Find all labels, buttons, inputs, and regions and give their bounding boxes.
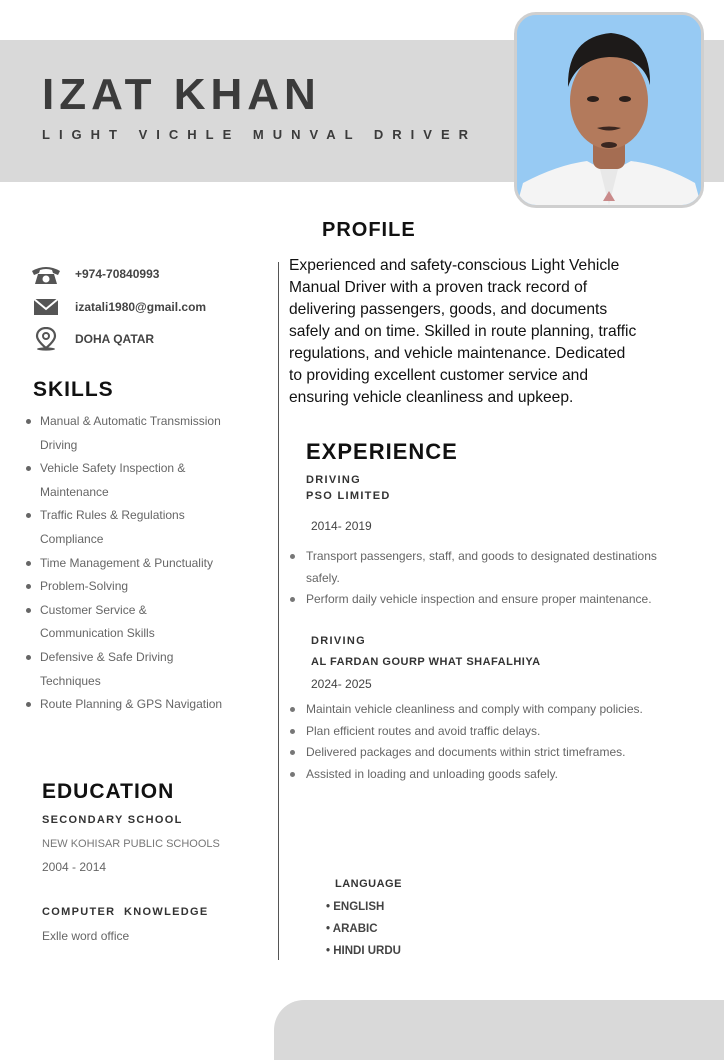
phone-number: +974-70840993 [75,267,160,281]
language-heading: LANGUAGE [335,878,402,890]
contact-location [30,326,154,352]
skill-item: Defensive & Safe Driving Techniques [24,646,224,693]
footer-band [274,1000,724,1060]
computer-knowledge-detail: Exlle word office [42,929,130,943]
school-years: 2004 - 2014 [42,860,107,874]
language-list [326,896,401,962]
job-title: LIGHT VICHLE MUNVAL DRIVER [42,127,478,142]
skill-item: Traffic Rules & Regulations Compliance [24,504,224,551]
skill-item: Vehicle Safety Inspection & Maintenance [24,457,224,504]
school-label: SECONDARY SCHOOL [42,814,183,826]
job-duty: Transport passengers, staff, and goods to designated destinations safely. [289,546,669,589]
profile-summary: Experienced and safety-conscious Light Vehicle Manual Driver with a proven track record of delivering passengers, goods, and documents safely and on time. Skilled in route planning, traffic regulations, and vehicle maintenance. Dedicated to providing excellent customer service and ensuring vehicle cleanliness and upkeep. [289,257,637,406]
job-duty: Delivered packages and documents within strict timeframes. [289,742,669,764]
job-company: AL FARDAN GOURP WHAT SHAFALHIYA [311,656,541,668]
column-divider [278,262,279,960]
profile-photo [514,12,704,208]
job-role: DRIVING [306,474,361,486]
skill-item: Problem-Solving [24,575,224,599]
language-item: • ARABIC [326,918,401,940]
school-name: NEW KOHISAR PUBLIC SCHOOLS [42,838,220,850]
job-years: 2014- 2019 [311,519,372,533]
skills-heading: SKILLS [33,378,114,401]
education-heading: EDUCATION [42,780,175,803]
job-role: DRIVING [311,635,366,647]
job-duty: Maintain vehicle cleanliness and comply with company policies. [289,699,669,721]
contact-email [30,294,206,320]
skills-list [24,410,224,717]
experience-heading: EXPERIENCE [306,439,458,464]
profile-heading: PROFILE [322,219,416,241]
computer-knowledge-label: COMPUTER KNOWLEDGE [42,906,209,918]
job-duties-list [289,546,669,611]
envelope-icon [30,295,62,319]
resume-name: IZAT KHAN [42,70,321,119]
location-pin-icon [30,327,62,351]
skill-item: Manual & Automatic Transmission Driving [24,410,224,457]
job-company: PSO LIMITED [306,490,391,502]
job-duties-list [289,699,669,785]
skill-item: Route Planning & GPS Navigation [24,693,224,717]
phone-icon [30,262,62,286]
skill-item: Time Management & Punctuality [24,552,224,576]
job-duty: Perform daily vehicle inspection and ensure proper maintenance. [289,589,669,611]
job-duty: Plan efficient routes and avoid traffic delays. [289,721,669,743]
location-text: DOHA QATAR [75,332,155,346]
language-item: • HINDI URDU [326,940,401,962]
job-years: 2024- 2025 [311,677,372,691]
language-item: • ENGLISH [326,896,401,918]
contact-phone [30,261,159,287]
email-address: izatali1980@gmail.com [75,300,207,314]
job-duty: Assisted in loading and unloading goods safely. [289,764,669,786]
skill-item: Customer Service & Communication Skills [24,599,224,646]
